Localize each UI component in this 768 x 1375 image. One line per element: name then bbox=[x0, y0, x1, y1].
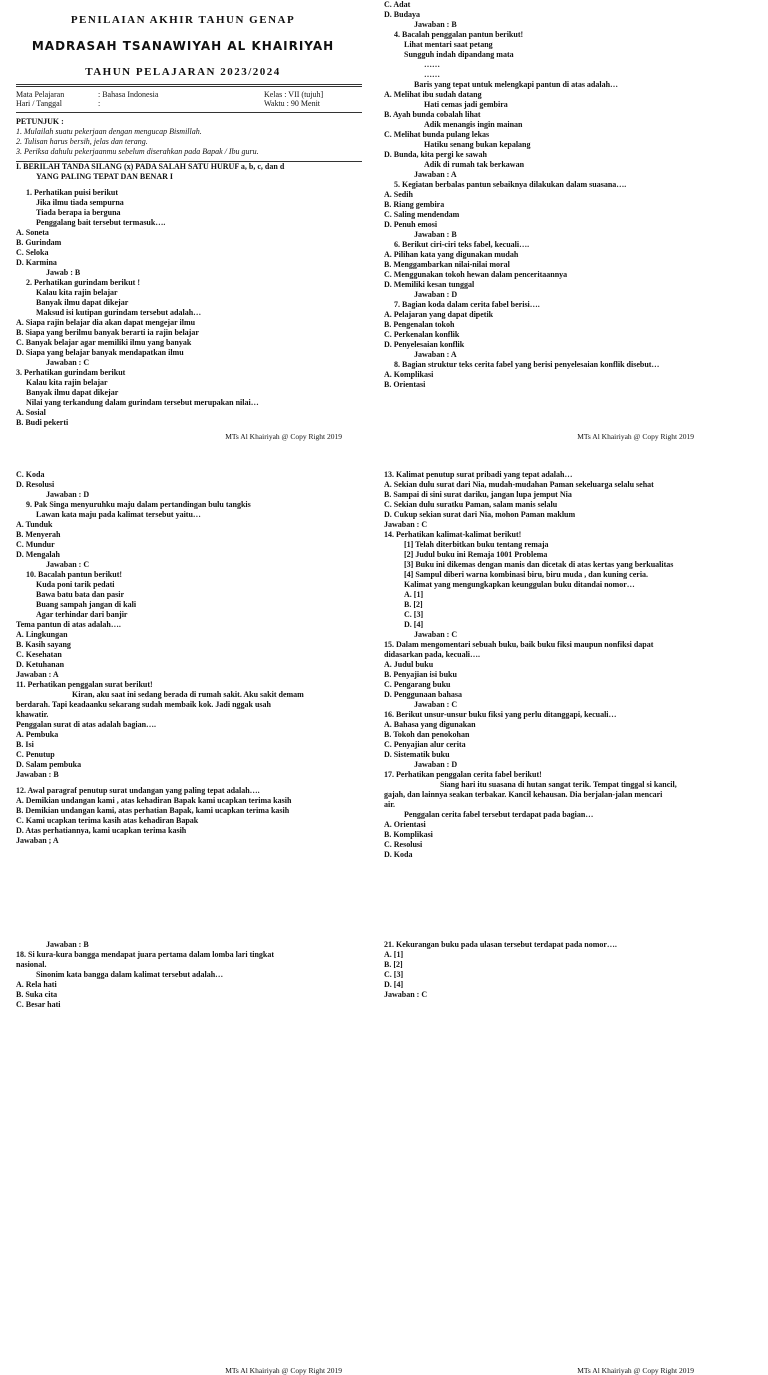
question-line: Lawan kata maju pada kalimat tersebut yaitu… bbox=[36, 510, 201, 519]
question-line: 3. Perhatikan gurindam berikut bbox=[16, 368, 126, 377]
question-line: 7. Bagian koda dalam cerita fabel berisi…. bbox=[394, 300, 540, 309]
exam-meta bbox=[16, 90, 366, 110]
answer-key: Jawaban : B bbox=[16, 770, 59, 779]
answer-option: C. Koda bbox=[16, 470, 45, 479]
question-list bbox=[16, 188, 366, 428]
answer-option: B. Penyajian isi buku bbox=[384, 670, 457, 679]
question-line: Adik menangis ingin mainan bbox=[424, 120, 523, 129]
answer-option: D. Salam pembuka bbox=[16, 760, 82, 769]
answer-option: D. Penuh emosi bbox=[384, 220, 438, 229]
answer-option: A. Sosial bbox=[16, 408, 46, 417]
answer-option: A. Pilihan kata yang digunakan mudah bbox=[384, 250, 519, 259]
question-line: Lihat mentari saat petang bbox=[404, 40, 493, 49]
instructions-title: PETUNJUK : bbox=[16, 117, 64, 126]
answer-option: D. Karmina bbox=[16, 258, 57, 267]
question-line: 1. Perhatikan puisi berikut bbox=[26, 188, 119, 197]
question-line: Hatiku senang bukan kepalang bbox=[424, 140, 531, 149]
question-line: 18. Si kura-kura bangga mendapat juara pertama dalam lomba lari tingkat bbox=[16, 950, 275, 959]
question-line: [3] Buku ini dikemas dengan manis dan dicetak di atas kertas yang berkualitas bbox=[404, 560, 674, 569]
answer-option: D. Penggunaan bahasa bbox=[384, 690, 463, 699]
section-title: I. BERILAH TANDA SILANG (x) PADA SALAH SATU HURUF a, b, c, dan d bbox=[16, 162, 285, 171]
answer-key: Jawaban : C bbox=[414, 630, 458, 639]
answer-option: D. [4] bbox=[384, 980, 404, 989]
question-line: 12. Awal paragraf penutup surat undangan yang paling tepat adalah…. bbox=[16, 786, 260, 795]
answer-key: Jawab : B bbox=[46, 268, 81, 277]
question-line: [4] Sampul diberi warna kombinasi biru, biru muda , dan kuning ceria. bbox=[404, 570, 649, 579]
exam-page-6 bbox=[384, 940, 750, 1024]
answer-option: A. Pembuka bbox=[16, 730, 59, 739]
answer-option: D. Siapa yang belajar banyak mendapatkan ilmu bbox=[16, 348, 184, 357]
answer-key: Jawaban ; A bbox=[16, 836, 59, 845]
answer-option: C. Menggunakan tokoh hewan dalam penceritaannya bbox=[384, 270, 568, 279]
answer-option: B. Isi bbox=[16, 740, 34, 749]
question-line: Penggalan surat di atas adalah bagian…. bbox=[16, 720, 157, 729]
answer-option: B. Riang gembira bbox=[384, 200, 445, 209]
answer-key: Jawaban : B bbox=[414, 230, 457, 239]
answer-option: C. Perkenalan konflik bbox=[384, 330, 460, 339]
answer-key: Jawaban : C bbox=[414, 700, 458, 709]
instructions bbox=[16, 117, 366, 157]
question-line: Adik di rumah tak berkawan bbox=[424, 160, 525, 169]
answer-option: A. Komplikasi bbox=[384, 370, 434, 379]
page-footer: MTs Al Khairiyah @ Copy Right 2019 bbox=[577, 432, 694, 441]
question-line: 9. Pak Singa menyuruhku maju dalam pertandingan bulu tangkis bbox=[26, 500, 251, 509]
answer-key: Jawaban : D bbox=[414, 290, 458, 299]
meta-divider bbox=[16, 112, 362, 113]
answer-option: B. Tokoh dan penokohan bbox=[384, 730, 470, 739]
answer-key: Jawaban : C bbox=[384, 520, 428, 529]
question-line: Tiada berapa ia berguna bbox=[36, 208, 121, 217]
header-divider bbox=[16, 84, 362, 85]
answer-key: Jawaban : B bbox=[46, 940, 89, 949]
answer-option: C. [3] bbox=[404, 610, 424, 619]
answer-option: C. Sekian dulu suratku Paman, salam manis selalu bbox=[384, 500, 558, 509]
question-line: 2. Perhatikan gurindam berikut ! bbox=[26, 278, 141, 287]
answer-key: Jawaban : A bbox=[16, 670, 59, 679]
page-footer: MTs Al Khairiyah @ Copy Right 2019 bbox=[225, 1366, 342, 1375]
section-subtitle: YANG PALING TEPAT DAN BENAR I bbox=[36, 172, 173, 181]
answer-key: Jawaban : D bbox=[46, 490, 90, 499]
answer-option: B. Orientasi bbox=[384, 380, 426, 389]
answer-option: C. Resolusi bbox=[384, 840, 423, 849]
page-footer: MTs Al Khairiyah @ Copy Right 2019 bbox=[577, 1366, 694, 1375]
question-line: 4. Bacalah penggalan pantun berikut! bbox=[394, 30, 524, 39]
answer-option: A. Lingkungan bbox=[16, 630, 68, 639]
answer-option: C. Mundur bbox=[16, 540, 55, 549]
answer-key: Jawaban : C bbox=[46, 560, 90, 569]
answer-option: A. Sedih bbox=[384, 190, 413, 199]
answer-option: D. Memiliki kesan tunggal bbox=[384, 280, 475, 289]
answer-key: Jawaban : C bbox=[384, 990, 428, 999]
answer-option: D. Ketuhanan bbox=[16, 660, 65, 669]
answer-option: D. [4] bbox=[404, 620, 424, 629]
answer-option: A. Rela hati bbox=[16, 980, 57, 989]
question-line: 17. Perhatikan penggalan cerita fabel berikut! bbox=[384, 770, 542, 779]
question-line: 15. Dalam mengomentari sebuah buku, baik buku fiksi maupun nonfiksi dapat bbox=[384, 640, 654, 649]
academic-year: TAHUN PELAJARAN 2023/2024 bbox=[85, 66, 281, 78]
answer-option: A. Tunduk bbox=[16, 520, 53, 529]
answer-option: A. Sekian dulu surat dari Nia, mudah-mudahan Paman sekeluarga selalu sehat bbox=[384, 480, 654, 489]
exam-page-5 bbox=[0, 940, 366, 1024]
question-line: Penggalang bait tersebut termasuk…. bbox=[36, 218, 166, 227]
question-line: nasional. bbox=[16, 960, 47, 969]
answer-option: C. [3] bbox=[384, 970, 404, 979]
question-line: Baris yang tepat untuk melengkapi pantun di atas adalah… bbox=[414, 80, 619, 89]
subject-value: : Bahasa Indonesia bbox=[98, 90, 159, 99]
question-line: 8. Bagian struktur teks cerita fabel yang berisi penyelesaian konflik disebut… bbox=[394, 360, 660, 369]
answer-option: A. Pelajaran yang dapat dipetik bbox=[384, 310, 494, 319]
question-line: 6. Berikut ciri-ciri teks fabel, kecuali…. bbox=[394, 240, 530, 249]
answer-option: B. Sampai di sini surat dariku, jangan lupa jemput Nia bbox=[384, 490, 572, 499]
question-line: Nilai yang terkandung dalam gurindam tersebut merupakan nilai… bbox=[26, 398, 259, 407]
answer-option: D. Resolusi bbox=[16, 480, 55, 489]
question-line: Sinonim kata bangga dalam kalimat tersebut adalah… bbox=[36, 970, 224, 979]
subject-label: Mata Pelajaran bbox=[16, 90, 65, 99]
time-info: Waktu : 90 Menit bbox=[264, 99, 321, 108]
answer-option: C. Adat bbox=[384, 0, 411, 9]
answer-option: C. Kesehatan bbox=[16, 650, 62, 659]
question-line: didasarkan pada, kecuali…. bbox=[384, 650, 481, 659]
question-line: 13. Kalimat penutup surat pribadi yang tepat adalah… bbox=[384, 470, 573, 479]
question-line: Kiran, aku saat ini sedang berada di rumah sakit. Aku sakit demam bbox=[72, 690, 304, 699]
question-line: Kalimat yang mengungkapkan keunggulan buku ditandai nomor… bbox=[404, 580, 635, 589]
question-line: Kalau kita rajin belajar bbox=[36, 288, 118, 297]
answer-option: C. Besar hati bbox=[16, 1000, 61, 1009]
question-line: khawatir. bbox=[16, 710, 49, 719]
question-list bbox=[384, 940, 750, 1000]
answer-option: B. Siapa yang berilmu banyak berarti ia rajin belajar bbox=[16, 328, 199, 337]
answer-option: B. Kasih sayang bbox=[16, 640, 71, 649]
question-line: berdarah. Tapi keadaanku sekarang sudah membaik kok. Jadi nggak usah bbox=[16, 700, 271, 709]
question-line: 16. Berikut unsur-unsur buku fiksi yang perlu ditanggapi, kecuali… bbox=[384, 710, 617, 719]
answer-option: D. Sistematik buku bbox=[384, 750, 450, 759]
page-footer: MTs Al Khairiyah @ Copy Right 2019 bbox=[225, 432, 342, 441]
exam-page-2 bbox=[384, 0, 750, 446]
question-line: Kuda poni tarik pedati bbox=[36, 580, 115, 589]
answer-option: B. Menyerah bbox=[16, 530, 61, 539]
question-line: …… bbox=[424, 60, 440, 69]
question-line: Kalau kita rajin belajar bbox=[26, 378, 108, 387]
answer-option: D. Budaya bbox=[384, 10, 421, 19]
answer-option: A. Siapa rajin belajar dia akan dapat mengejar ilmu bbox=[16, 318, 196, 327]
answer-key: Jawaban : C bbox=[46, 358, 90, 367]
answer-key: Jawaban : A bbox=[414, 170, 457, 179]
answer-option: D. Bunda, kita pergi ke sawah bbox=[384, 150, 487, 159]
answer-option: D. Mengalah bbox=[16, 550, 60, 559]
question-list bbox=[0, 470, 366, 846]
instruction-item: 1. Mulailah suatu pekerjaan dengan mengucap Bismillah. bbox=[16, 127, 202, 136]
answer-option: A. Melihat ibu sudah datang bbox=[384, 90, 482, 99]
answer-option: A. Demikian undangan kami , atas kehadiran Bapak kami ucapkan terima kasih bbox=[16, 796, 292, 805]
answer-option: C. Kami ucapkan terima kasih atas kehadiran Bapak bbox=[16, 816, 199, 825]
answer-option: B. [2] bbox=[404, 600, 423, 609]
answer-option: A. Soneta bbox=[16, 228, 49, 237]
answer-option: A. [1] bbox=[404, 590, 424, 599]
question-line: Banyak ilmu dapat dikejar bbox=[26, 388, 119, 397]
answer-option: A. [1] bbox=[384, 950, 404, 959]
question-line: Siang hari itu suasana di hutan sangat terik. Tempat tinggal si kancil, bbox=[440, 780, 677, 789]
question-line: [1] Telah diterbitkan buku tentang remaja bbox=[404, 540, 549, 549]
answer-option: C. Saling mendendam bbox=[384, 210, 460, 219]
answer-option: B. [2] bbox=[384, 960, 403, 969]
question-line: Penggalan cerita fabel tersebut terdapat pada bagian… bbox=[404, 810, 594, 819]
question-line: Sungguh indah dipandang mata bbox=[404, 50, 514, 59]
question-line: Buang sampah jangan di kali bbox=[36, 600, 137, 609]
answer-option: B. Pengenalan tokoh bbox=[384, 320, 455, 329]
answer-option: B. Komplikasi bbox=[384, 830, 433, 839]
instruction-item: 3. Periksa dahulu pekerjaanmu sebelum diserahkan pada Bapak / Ibu guru. bbox=[16, 147, 259, 156]
question-line: 5. Kegiatan berbalas pantun sebaiknya dilakukan dalam suasana…. bbox=[394, 180, 627, 189]
answer-option: C. Penutup bbox=[16, 750, 55, 759]
school-name: MADRASAH TSANAWIYAH AL KHAIRIYAH bbox=[31, 39, 335, 53]
answer-option: A. Bahasa yang digunakan bbox=[384, 720, 476, 729]
exam-title: PENILAIAN AKHIR TAHUN GENAP bbox=[70, 14, 296, 26]
answer-option: D. Atas perhatiannya, kami ucapkan terima kasih bbox=[16, 826, 187, 835]
question-line: 10. Bacalah pantun berikut! bbox=[26, 570, 123, 579]
question-line: 21. Kekurangan buku pada ulasan tersebut terdapat pada nomor…. bbox=[384, 940, 617, 949]
answer-option: B. Gurindam bbox=[16, 238, 62, 247]
answer-option: B. Suka cita bbox=[16, 990, 58, 999]
question-list bbox=[384, 0, 750, 390]
question-line: 11. Perhatikan penggalan surat berikut! bbox=[16, 680, 153, 689]
answer-option: B. Budi pekerti bbox=[16, 418, 69, 427]
question-line: Banyak ilmu dapat dikejar bbox=[36, 298, 129, 307]
date-value: : bbox=[98, 99, 101, 108]
question-line: 14. Perhatikan kalimat-kalimat berikut! bbox=[384, 530, 522, 539]
question-line: …… bbox=[424, 70, 440, 79]
answer-key: Jawaban : D bbox=[414, 760, 458, 769]
answer-option: C. Penyajian alur cerita bbox=[384, 740, 466, 749]
answer-option: D. Koda bbox=[384, 850, 413, 859]
question-line: gajah, dan lainnya seakan terbakar. Kancil kehausan. Dia berjalan-jalan mencari bbox=[384, 790, 663, 799]
question-line: air. bbox=[384, 800, 396, 809]
question-line: [2] Judul buku ini Remaja 1001 Problema bbox=[404, 550, 548, 559]
header-divider-thin bbox=[16, 86, 362, 87]
answer-option: B. Menggambarkan nilai-nilai moral bbox=[384, 260, 510, 269]
question-list bbox=[384, 470, 750, 860]
question-list bbox=[0, 940, 366, 1010]
question-line: Maksud isi kutipan gurindam tersebut adalah… bbox=[36, 308, 202, 317]
question-line: Jika ilmu tiada sempurna bbox=[36, 198, 124, 207]
answer-key: Jawaban : A bbox=[414, 350, 457, 359]
exam-page-1 bbox=[0, 0, 366, 446]
answer-option: C. Seloka bbox=[16, 248, 49, 257]
class-info: Kelas : VII (tujuh] bbox=[264, 90, 324, 99]
answer-key: Jawaban : B bbox=[414, 20, 457, 29]
answer-option: B. Demikian undangan kami, atas perhatian Bapak, kami ucapkan terima kasih bbox=[16, 806, 290, 815]
answer-option: C. Melihat bunda pulang lekas bbox=[384, 130, 490, 139]
question-line: Bawa batu bata dan pasir bbox=[36, 590, 125, 599]
question-line: Agar terhindar dari banjir bbox=[36, 610, 128, 619]
answer-option: D. Cukup sekian surat dari Nia, mohon Paman maklum bbox=[384, 510, 576, 519]
answer-option: A. Judul buku bbox=[384, 660, 434, 669]
instruction-item: 2. Tulisan harus bersih, jelas dan terang. bbox=[16, 137, 148, 146]
answer-option: C. Pengarang buku bbox=[384, 680, 451, 689]
date-label: Hari / Tanggal bbox=[16, 99, 62, 108]
question-line: Tema pantun di atas adalah…. bbox=[16, 620, 121, 629]
answer-option: A. Orientasi bbox=[384, 820, 426, 829]
question-line: Hati cemas jadi gembira bbox=[424, 100, 508, 109]
answer-option: B. Ayah bunda cobalah lihat bbox=[384, 110, 481, 119]
answer-option: D. Penyelesaian konflik bbox=[384, 340, 465, 349]
answer-option: C. Banyak belajar agar memiliki ilmu yang banyak bbox=[16, 338, 192, 347]
